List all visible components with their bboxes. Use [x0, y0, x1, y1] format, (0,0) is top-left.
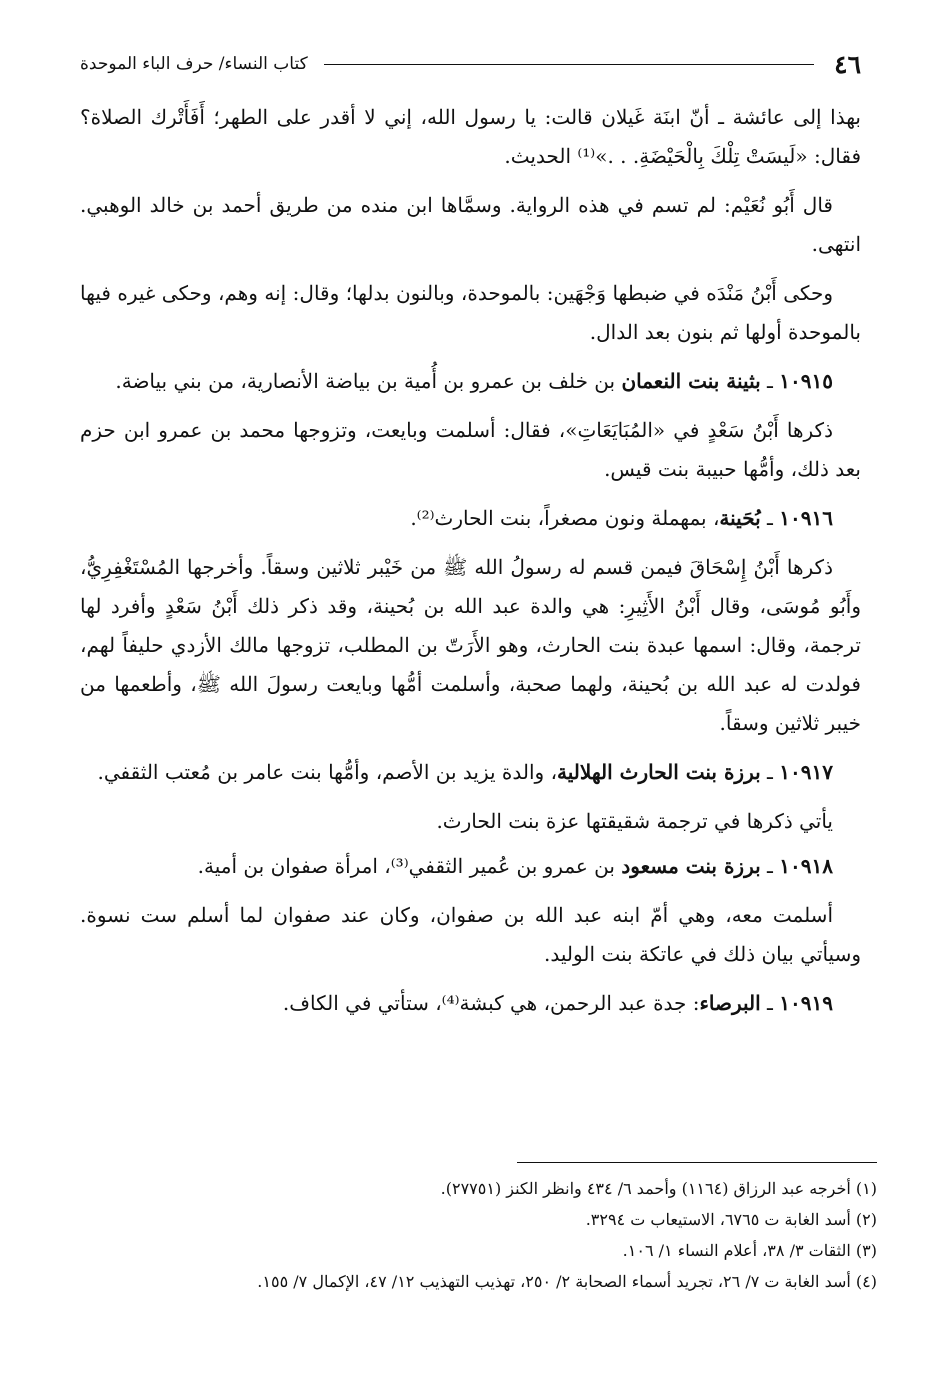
- entry-10918: ١٠٩١٨ ـ برزة بنت مسعود بن عمرو بن عُمير الثقفي⁽³⁾، امرأة صفوان بن أمية.: [197, 854, 833, 878]
- entry-10917: ١٠٩١٧ ـ برزة بنت الحارث الهلالية، والدة يزيد بن الأصم، وأمُّها بنت عامر بن مُعتب الثقفي.: [97, 760, 833, 784]
- entry-name: بُحَينة: [719, 506, 761, 530]
- page-number: ٤٦: [834, 49, 861, 79]
- entry-text: ، والدة يزيد بن الأصم، وأمُّها بنت عامر بن مُعتب الثقفي.: [97, 760, 558, 784]
- paragraph-continuation: بهذا إلى عائشة ـ أنّ ابنَة غَيلان قالت: يا رسول الله، إني لا أقدر على الطهر؛ أَفَأَتْرك الصلاة؟ فقال: «لَيسَتْ تِلْكَ بِالْحَيْضَةِ. . .»⁽¹⁾ الحديث.: [80, 105, 861, 168]
- paragraph-ibn-mandah: وحكى أَبْنُ مَنْدَه في ضبطها وَجْهَين: بالموحدة، وبالنون بدلها؛ وقال: إنه وهم، وحكى غيره فيها بالموحدة أولها ثم بنون بعد الدال.: [80, 281, 861, 344]
- page-header: [80, 42, 861, 86]
- entry-name: برزة بنت الحارث الهلالية: [557, 760, 761, 784]
- footnote-1: (١) أخرجه عبد الرزاق (١١٦٤) وأحمد ٦/ ٤٣٤ وانظر الكنز (٢٧٧٥١).: [440, 1179, 877, 1198]
- paragraph-ibn-ishaq: ذكرها أَبْنُ إِسْحَاقَ فيمن قسم له رسولُ الله ﷺ من خَيْبر ثلاثين وسقاً. وأخرجها المُسْتَغْفِرِيُّ، وأَبُو مُوسَى، وقال أَبْنُ الأَثِيرِ: هي والدة عبد الله بن بُحينة، وقد ذكر ذلك أَبْنُ سَعْدٍ وأفرد لها ترجمة، وقال: اسمها عبدة بنت الحارث، وهو الأَرَتّ بن المطلب، تزوجها مالك الأزدي حليفاً لهم، فولدت له عبد الله بن بُحينة، ولهما صحبة، وأسلمت أمُّها وبايعت رسولَ الله ﷺ، وأطعمها من خيبر ثلاثين وسقاً.: [80, 555, 861, 735]
- entry-text: ، بمهملة ونون مصغراً، بنت الحارث⁽²⁾.: [410, 506, 720, 530]
- footnote-3: (٣) الثقات ٣/ ٣٨، أعلام النساء ١/ ١٠٦.: [622, 1241, 877, 1260]
- entry-number: ١٠٩١٩: [779, 991, 833, 1015]
- entry-text: بن خلف بن عمرو بن أُمية بن بياضة الأنصارية، من بني بياضة.: [115, 369, 622, 393]
- entry-name: بثينة بنت النعمان: [621, 369, 761, 393]
- entry-name: برزة بنت مسعود: [621, 854, 761, 878]
- entry-text: : جدة عبد الرحمن، هي كبشة⁽⁴⁾، ستأتي في الكاف.: [282, 991, 700, 1015]
- entry-10916: ١٠٩١٦ ـ بُحَينة، بمهملة ونون مصغراً، بنت الحارث⁽²⁾.: [410, 506, 833, 530]
- entry-number: ١٠٩١٨: [779, 854, 833, 878]
- footnotes: [80, 1162, 877, 1297]
- paragraph-ibn-sad: ذكرها أَبْنُ سَعْدٍ في «المُبَايَعَاتِ»، فقال: أسلمت وبايعت، وتزوجها محمد بن عمرو ابن حزم بعد ذلك، وأمُّها حبيبة بنت قيس.: [80, 418, 861, 481]
- footnote-4: (٤) أسد الغابة ت ٧/ ٢٦، تجريد أسماء الصحابة ٢/ ٢٥٠، تهذيب التهذيب ١٢/ ٤٧، الإكمال ٧/ ١٥٥.: [257, 1272, 877, 1291]
- entry-10919: ١٠٩١٩ ـ البرصاء: جدة عبد الرحمن، هي كبشة⁽⁴⁾، ستأتي في الكاف.: [282, 991, 833, 1015]
- entry-name: البرصاء: [699, 991, 761, 1015]
- entry-number: ١٠٩١٦: [779, 506, 833, 530]
- running-title: كتاب النساء/ حرف الباء الموحدة: [80, 54, 308, 74]
- paragraph-azza: يأتي ذكرها في ترجمة شقيقتها عزة بنت الحارث.: [436, 809, 833, 833]
- entry-10915: ١٠٩١٥ ـ بثينة بنت النعمان بن خلف بن عمرو بن أُمية بن بياضة الأنصارية، من بني بياضة.: [115, 369, 833, 393]
- entry-number: ١٠٩١٧: [779, 760, 833, 784]
- footnote-2: (٢) أسد الغابة ت ٦٧٦٥، الاستيعاب ت ٣٢٩٤.: [585, 1210, 877, 1229]
- header-rule: [324, 64, 814, 65]
- entry-number: ١٠٩١٥: [779, 369, 833, 393]
- footnote-rule: [517, 1162, 877, 1163]
- paragraph-abu-nuaym: قال أَبُو نُعَيْم: لم تسم في هذه الرواية. وسمَّاها ابن منده من طريق أحمد بن خالد الوهبي. انتهى.: [80, 193, 861, 256]
- entry-text: بن عمرو بن عُمير الثقفي⁽³⁾، امرأة صفوان بن أمية.: [197, 854, 622, 878]
- paragraph-safwan: أسلمت معه، وهي أمّ ابنه عبد الله بن صفوان، وكان عند صفوان لما أسلم ست نسوة. وسيأتي بيان ذلك في عاتكة بنت الوليد.: [80, 903, 861, 966]
- main-text: [80, 98, 861, 1023]
